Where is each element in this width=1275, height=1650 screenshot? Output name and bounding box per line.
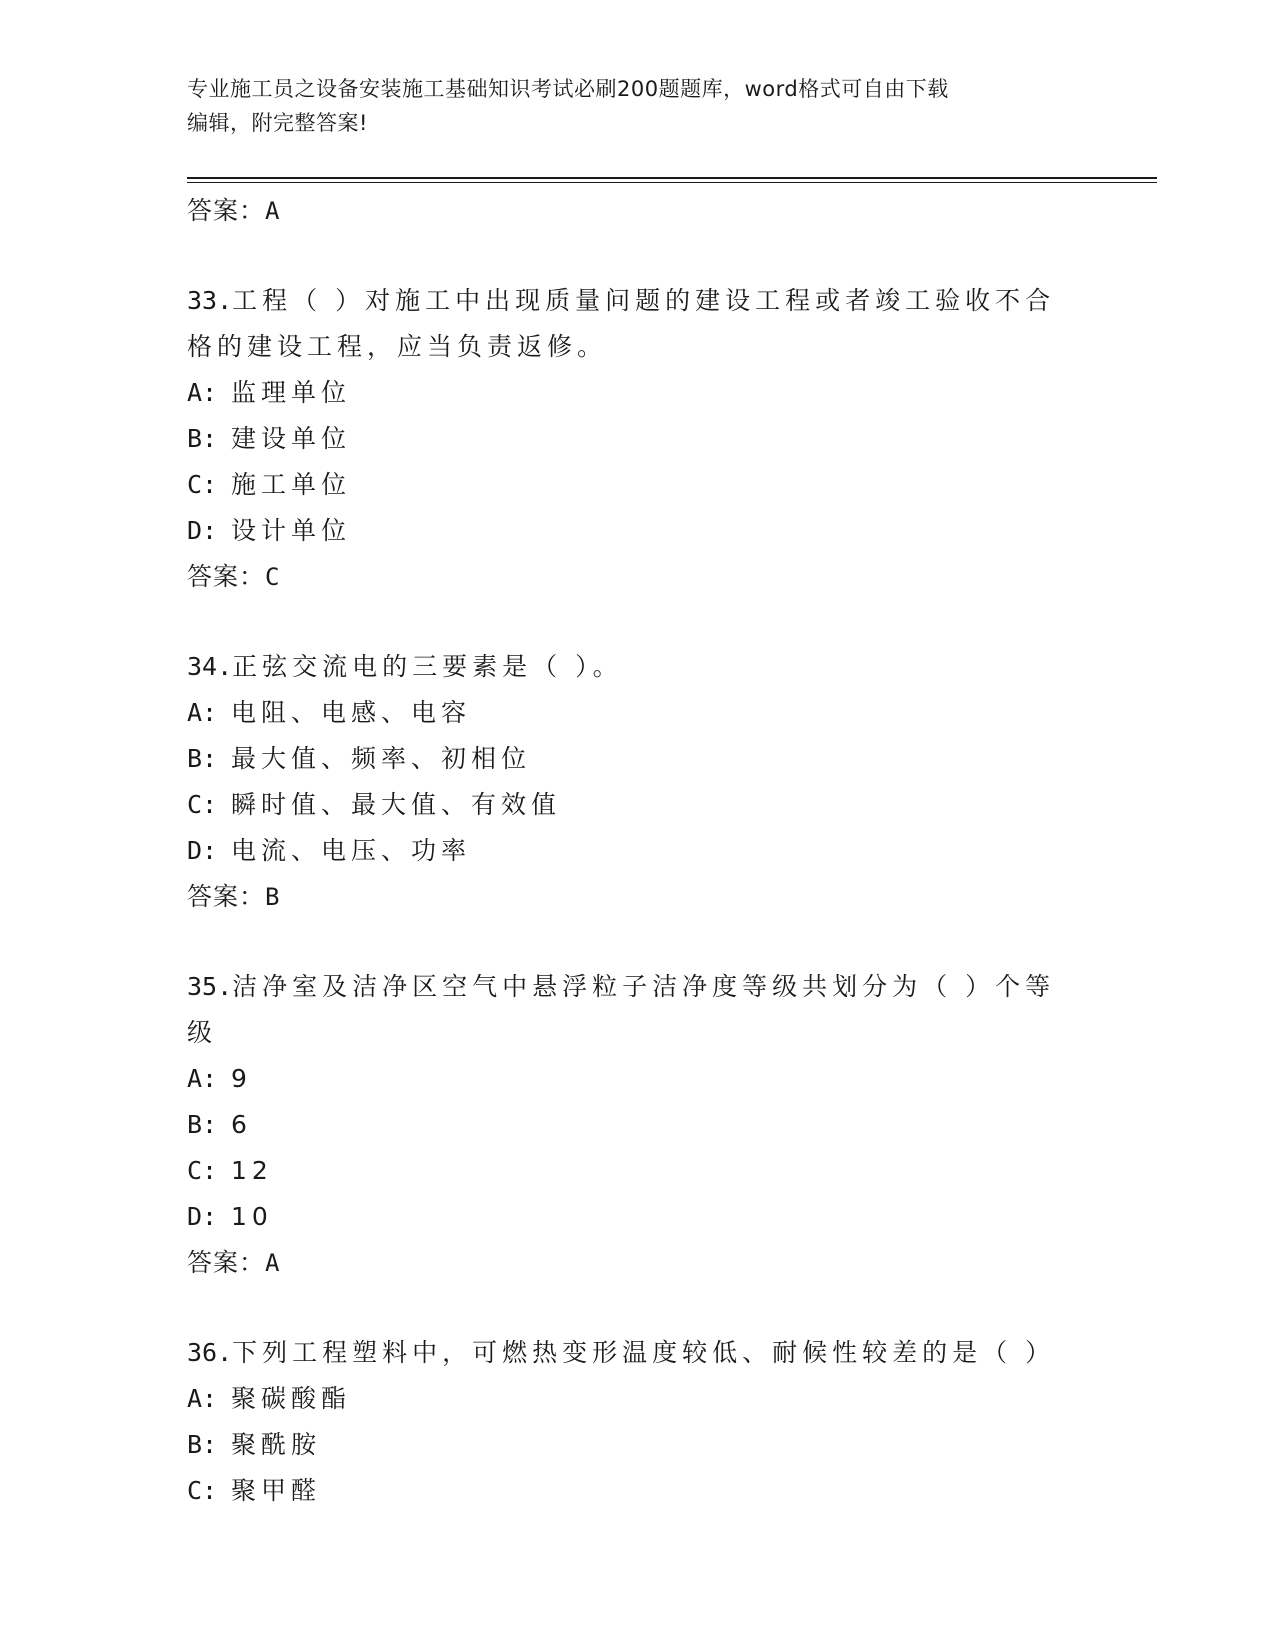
header-title-line-1: 专业施工员之设备安装施工基础知识考试必刷200题题库，word格式可自由下载 [187, 77, 949, 101]
question-stem [187, 1330, 1057, 1376]
option-key: B: [187, 424, 218, 453]
answer-value: C [265, 563, 281, 591]
question-number: 36. [187, 1338, 233, 1367]
spacer [187, 920, 1087, 964]
question-list [187, 188, 1087, 1514]
option-text: 施工单位 [231, 470, 352, 499]
option-a [187, 1376, 1087, 1422]
option-key: B: [187, 1430, 218, 1459]
answer-value: B [265, 883, 281, 911]
option-key: A: [187, 1384, 218, 1413]
question-stem [187, 964, 1057, 1056]
option-a [187, 370, 1087, 416]
answer-label: 答案： [187, 1248, 266, 1277]
option-b [187, 736, 1087, 782]
answer-value: A [265, 197, 281, 225]
header-title-line-2: 编辑，附完整答案! [187, 111, 368, 135]
option-text: 电流、电压、功率 [231, 836, 472, 865]
question-number: 35. [187, 972, 233, 1001]
option-key: D: [187, 1202, 218, 1231]
option-text: 聚酰胺 [231, 1430, 322, 1459]
spacer [187, 1286, 1087, 1330]
question-stem [187, 278, 1057, 370]
answer-label: 答案： [187, 196, 266, 225]
option-text: 10 [231, 1202, 273, 1231]
answer-label: 答案： [187, 882, 266, 911]
question-number: 33. [187, 286, 233, 315]
option-text: 瞬时值、最大值、有效值 [231, 790, 562, 819]
option-c [187, 1148, 1087, 1194]
option-key: A: [187, 698, 218, 727]
spacer [187, 600, 1087, 644]
option-b [187, 1102, 1087, 1148]
question-text: 下列工程塑料中，可燃热变形温度较低、耐候性较差的是（ ） [232, 1338, 1056, 1367]
option-text: 9 [231, 1064, 252, 1093]
question-number: 34. [187, 652, 233, 681]
option-a [187, 690, 1087, 736]
option-text: 12 [231, 1156, 273, 1185]
option-key: A: [187, 378, 218, 407]
option-c [187, 462, 1087, 508]
answer-line [187, 188, 1087, 234]
question-text: 洁净室及洁净区空气中悬浮粒子洁净度等级共划分为（ ）个等级 [187, 972, 1056, 1047]
option-text: 6 [231, 1110, 252, 1139]
option-key: C: [187, 470, 218, 499]
option-d [187, 828, 1087, 874]
option-key: C: [187, 1156, 218, 1185]
option-key: D: [187, 836, 218, 865]
question-text: 正弦交流电的三要素是（ ）。 [232, 652, 623, 681]
option-a [187, 1056, 1087, 1102]
question-stem [187, 644, 1057, 690]
option-text: 设计单位 [231, 516, 352, 545]
option-c [187, 782, 1087, 828]
option-key: B: [187, 1110, 218, 1139]
option-key: A: [187, 1064, 218, 1093]
option-b [187, 416, 1087, 462]
option-text: 电阻、电感、电容 [231, 698, 472, 727]
option-key: C: [187, 790, 218, 819]
answer-line [187, 874, 1087, 920]
option-key: B: [187, 744, 218, 773]
option-text: 聚甲醛 [231, 1476, 322, 1505]
answer-line [187, 554, 1087, 600]
header-rule-thin [187, 182, 1157, 183]
answer-value: A [265, 1249, 281, 1277]
option-text: 最大值、频率、初相位 [231, 744, 532, 773]
option-key: C: [187, 1476, 218, 1505]
answer-line [187, 1240, 1087, 1286]
option-key: D: [187, 516, 218, 545]
question-text: 工程（ ）对施工中出现质量问题的建设工程或者竣工验收不合格的建设工程，应当负责返修。 [187, 286, 1056, 361]
spacer [187, 234, 1087, 278]
option-text: 监理单位 [231, 378, 352, 407]
option-text: 聚碳酸酯 [231, 1384, 352, 1413]
option-b [187, 1422, 1087, 1468]
option-d [187, 1194, 1087, 1240]
header-rule-thick [187, 177, 1157, 179]
option-c [187, 1468, 1087, 1514]
option-text: 建设单位 [231, 424, 352, 453]
answer-label: 答案： [187, 562, 266, 591]
option-d [187, 508, 1087, 554]
page-header [187, 72, 1067, 140]
